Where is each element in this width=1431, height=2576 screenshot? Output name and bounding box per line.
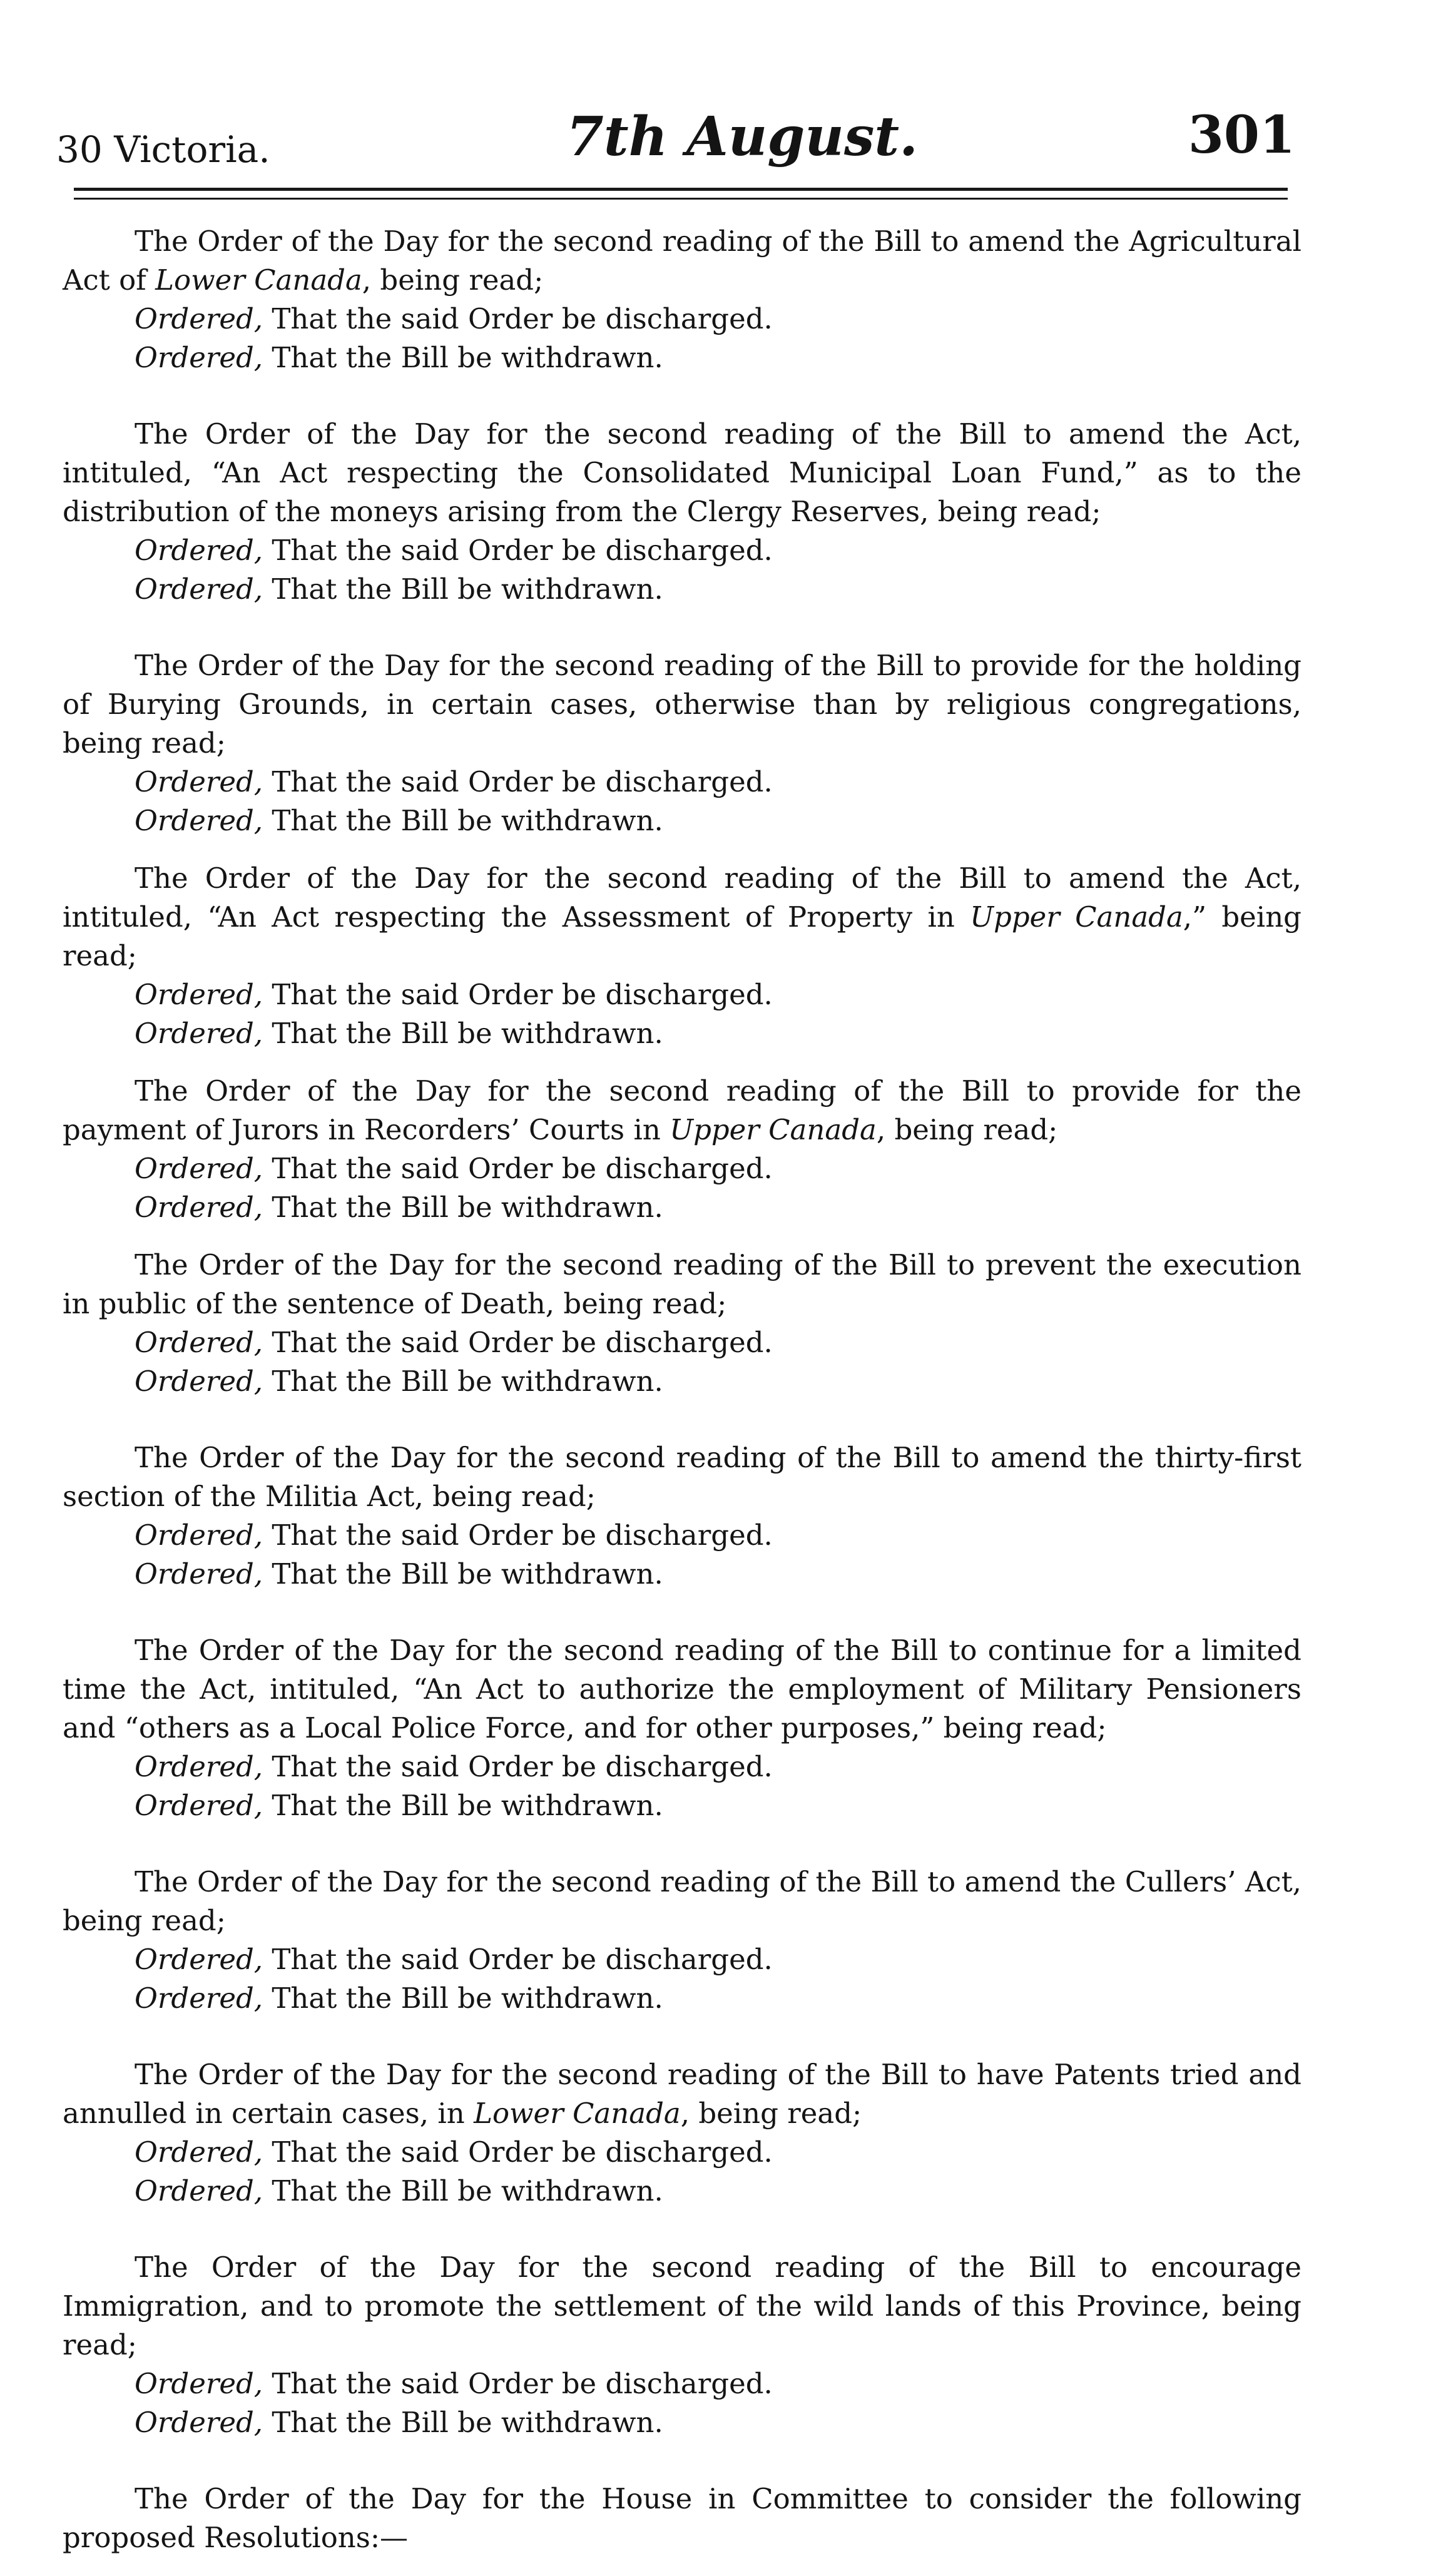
entry-burying-grounds xyxy=(63,646,1301,840)
ordered-line: Ordered, That the Bill be withdrawn. xyxy=(135,2174,663,2207)
page-header xyxy=(56,94,1295,181)
ordered-word: Ordered, xyxy=(135,1789,263,1822)
entry-text: The Order of the Day for the second reading of the Bill to provide for the payment of Jurors in Recorders’ Courts in Upper Canada, being read; xyxy=(63,1074,1301,1146)
ordered-word: Ordered, xyxy=(135,2406,263,2439)
page-number: 301 xyxy=(1188,105,1295,165)
entry-immigration xyxy=(63,2248,1301,2442)
entry-text: The Order of the Day for the House in Committee to consider the following proposed Resolutions:— xyxy=(63,2482,1301,2554)
ordered-word: Ordered, xyxy=(135,1557,263,1591)
entry-military-pensioners xyxy=(63,1631,1301,1825)
ordered-word: Ordered, xyxy=(135,1326,263,1359)
entry-text: The Order of the Day for the second reading of the Bill to prevent the execution in public of the sentence of Death, being read; xyxy=(63,1248,1301,1320)
entry-text: The Order of the Day for the second reading of the Bill to amend the thirty-first section of the Militia Act, being read; xyxy=(63,1441,1301,1513)
ordered-line: Ordered, That the Bill be withdrawn. xyxy=(135,804,663,837)
entry-text: The Order of the Day for the second reading of the Bill to amend the Agricultural Act of Lower Canada, being read; xyxy=(63,225,1301,297)
ordered-word: Ordered, xyxy=(135,1943,263,1976)
entry-militia-act xyxy=(63,1438,1301,1594)
ordered-line: Ordered, That the said Order be discharged. xyxy=(135,765,773,798)
entry-patents xyxy=(63,2055,1301,2211)
ordered-word: Ordered, xyxy=(135,2174,263,2207)
ordered-line: Ordered, That the said Order be discharged. xyxy=(135,1943,773,1976)
ordered-line: Ordered, That the Bill be withdrawn. xyxy=(135,1982,663,2015)
entry-cullers-act xyxy=(63,1863,1301,2018)
entry-text: The Order of the Day for the second reading of the Bill to provide for the holding of Burying Grounds, in certain cases, otherwise than by religious congregations, being read; xyxy=(63,649,1301,760)
ordered-line: Ordered, That the Bill be withdrawn. xyxy=(135,1365,663,1398)
header-rule-thin xyxy=(74,198,1288,200)
entry-assessment-of-property xyxy=(63,859,1301,1053)
ordered-line: Ordered, That the Bill be withdrawn. xyxy=(135,1557,663,1591)
ordered-word: Ordered, xyxy=(135,2136,263,2169)
entry-agricultural-act xyxy=(63,222,1301,377)
ordered-word: Ordered, xyxy=(135,302,263,335)
place-name: Upper Canada xyxy=(970,900,1183,934)
ordered-line: Ordered, That the Bill be withdrawn. xyxy=(135,341,663,374)
ordered-word: Ordered, xyxy=(135,978,263,1011)
ordered-word: Ordered, xyxy=(135,804,263,837)
ordered-line: Ordered, That the Bill be withdrawn. xyxy=(135,573,663,606)
ordered-word: Ordered, xyxy=(135,2367,263,2400)
entry-text: The Order of the Day for the second reading of the Bill to amend the Act, intituled, “An Act respecting the Assessment of Property in Upper Canada,” being read; xyxy=(63,862,1301,972)
place-name: Lower Canada xyxy=(474,2097,681,2130)
ordered-line: Ordered, That the said Order be discharged. xyxy=(135,978,773,1011)
ordered-word: Ordered, xyxy=(135,1191,263,1224)
ordered-line: Ordered, That the said Order be discharged. xyxy=(135,2136,773,2169)
entry-public-execution xyxy=(63,1246,1301,1401)
place-name: Lower Canada xyxy=(155,263,362,297)
ordered-line: Ordered, That the Bill be withdrawn. xyxy=(135,1017,663,1050)
proceedings-body xyxy=(63,222,1301,2576)
entry-text: The Order of the Day for the second reading of the Bill to encourage Immigration, and to promote the settlement of the wild lands of this Province, being read; xyxy=(63,2251,1301,2361)
ordered-word: Ordered, xyxy=(135,1519,263,1552)
ordered-line: Ordered, That the said Order be discharged. xyxy=(135,2367,773,2400)
header-rule-thick xyxy=(74,188,1288,191)
entry-jurors-payment xyxy=(63,1072,1301,1227)
entry-text: The Order of the Day for the second reading of the Bill to continue for a limited time the Act, intituled, “An Act to authorize the employment of Military Pensioners and “others as a Local Police Force, and for other purposes,” being read; xyxy=(63,1634,1301,1744)
ordered-word: Ordered, xyxy=(135,1152,263,1185)
ordered-line: Ordered, That the said Order be discharged. xyxy=(135,302,773,335)
ordered-line: Ordered, That the said Order be discharged. xyxy=(135,534,773,567)
ordered-word: Ordered, xyxy=(135,534,263,567)
ordered-line: Ordered, That the said Order be discharged. xyxy=(135,1750,773,1783)
ordered-word: Ordered, xyxy=(135,1982,263,2015)
entry-text: The Order of the Day for the second reading of the Bill to amend the Cullers’ Act, being read; xyxy=(63,1865,1301,1937)
ordered-word: Ordered, xyxy=(135,765,263,798)
ordered-line: Ordered, That the Bill be withdrawn. xyxy=(135,1191,663,1224)
ordered-word: Ordered, xyxy=(135,1365,263,1398)
ordered-line: Ordered, That the said Order be discharged. xyxy=(135,1519,773,1552)
ordered-line: Ordered, That the said Order be discharged. xyxy=(135,1152,773,1185)
place-name: Upper Canada xyxy=(670,1113,877,1146)
ordered-line: Ordered, That the Bill be withdrawn. xyxy=(135,2406,663,2439)
entry-municipal-loan-fund xyxy=(63,415,1301,609)
entry-text: The Order of the Day for the second reading of the Bill to have Patents tried and annulled in certain cases, in Lower Canada, being read; xyxy=(63,2058,1301,2130)
regnal-year: 30 Victoria. xyxy=(56,128,270,171)
date-heading: 7th August. xyxy=(566,105,919,168)
ordered-word: Ordered, xyxy=(135,341,263,374)
ordered-word: Ordered, xyxy=(135,573,263,606)
entry-committee-resolutions xyxy=(63,2480,1301,2557)
ordered-line: Ordered, That the said Order be discharged. xyxy=(135,1326,773,1359)
ordered-word: Ordered, xyxy=(135,1750,263,1783)
entry-text: The Order of the Day for the second reading of the Bill to amend the Act, intituled, “An Act respecting the Consolidated Municipal Loan Fund,” as to the distribution of the moneys arising from the Clergy Reserves, being read; xyxy=(63,417,1301,528)
ordered-line: Ordered, That the Bill be withdrawn. xyxy=(135,1789,663,1822)
ordered-word: Ordered, xyxy=(135,1017,263,1050)
